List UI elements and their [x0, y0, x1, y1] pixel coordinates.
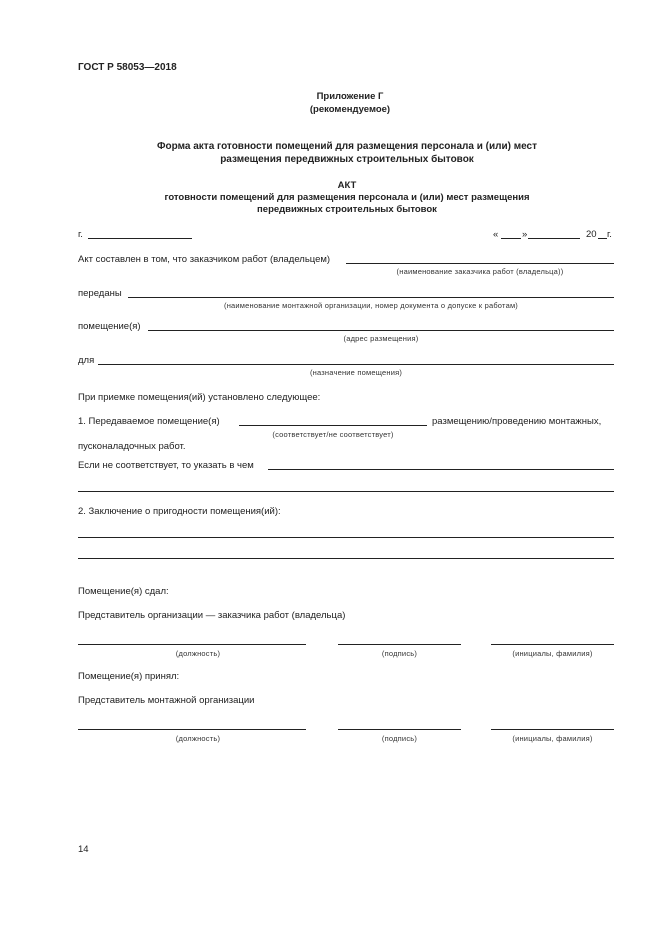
customer-label: Акт составлен в том, что заказчиком работ (владельцем): [78, 254, 331, 265]
received-label: Помещение(я) принял:: [78, 671, 180, 682]
city-prefix: г.: [78, 229, 83, 240]
act-title: АКТ: [337, 180, 357, 191]
appendix-title: Приложение Г: [316, 91, 384, 102]
mismatch-label: Если не соответствует, то указать в чем: [78, 460, 254, 471]
item1-prefix: 1. Передаваемое помещение(я): [78, 416, 220, 427]
received-position-hint: (должность): [175, 734, 221, 743]
transferred-label: переданы: [78, 288, 122, 299]
city-field[interactable]: [88, 238, 192, 239]
transferred-field[interactable]: [128, 297, 614, 298]
purpose-hint: (назначение помещения): [309, 368, 403, 377]
gave-position-hint: (должность): [175, 649, 221, 658]
date-close-quote: »: [522, 229, 528, 240]
gave-name-field[interactable]: [491, 644, 614, 645]
year-prefix: 20: [586, 229, 597, 240]
year-suffix: г.: [607, 229, 612, 240]
gave-signature-hint: (подпись): [381, 649, 418, 658]
gave-signature-field[interactable]: [338, 644, 461, 645]
act-subtitle-line1: готовности помещений для размещения персонала и (или) мест размещения: [164, 192, 530, 203]
appendix-status: (рекомендуемое): [309, 104, 391, 115]
month-field[interactable]: [528, 238, 580, 239]
premises-label: помещение(я): [78, 321, 141, 332]
gave-name-hint: (инициалы, фамилия): [512, 649, 593, 658]
purpose-field[interactable]: [98, 364, 614, 365]
conclusion-line-2[interactable]: [78, 558, 614, 559]
act-subtitle-line2: передвижных строительных бытовок: [257, 204, 437, 215]
premises-hint: (адрес размещения): [343, 334, 419, 343]
gave-label: Помещение(я) сдал:: [78, 586, 169, 597]
received-signature-field[interactable]: [338, 729, 461, 730]
findings-intro: При приемке помещения(ий) установлено следующее:: [78, 392, 321, 403]
mismatch-field[interactable]: [268, 469, 614, 470]
conformity-hint: (соответствует/не соответствует): [272, 430, 394, 439]
year-field[interactable]: [598, 238, 607, 239]
received-position-field[interactable]: [78, 729, 306, 730]
mismatch-field-extra[interactable]: [78, 491, 614, 492]
premises-field[interactable]: [148, 330, 614, 331]
gave-representative: Представитель организации — заказчика работ (владельца): [78, 610, 346, 621]
transferred-hint: (наименование монтажной организации, номер документа о допуске к работам): [224, 301, 518, 310]
item1-suffix: размещению/проведению монтажных,: [432, 416, 602, 427]
day-field[interactable]: [501, 238, 521, 239]
conclusion-line-1[interactable]: [78, 537, 614, 538]
page-number: 14: [78, 844, 89, 855]
item2-conclusion: 2. Заключение о пригодности помещения(ий):: [78, 506, 281, 517]
received-name-field[interactable]: [491, 729, 614, 730]
standard-designation: ГОСТ Р 58053—2018: [78, 62, 177, 73]
customer-hint: (наименование заказчика работ (владельца)): [396, 267, 564, 276]
form-title-line1: Форма акта готовности помещений для размещения персонала и (или) мест: [157, 141, 537, 152]
gave-position-field[interactable]: [78, 644, 306, 645]
received-representative: Представитель монтажной организации: [78, 695, 255, 706]
form-title-line2: размещения передвижных строительных бытовок: [220, 154, 474, 165]
date-open-quote: «: [493, 229, 499, 240]
conformity-field[interactable]: [239, 425, 427, 426]
received-name-hint: (инициалы, фамилия): [512, 734, 593, 743]
received-signature-hint: (подпись): [381, 734, 418, 743]
purpose-label: для: [78, 355, 95, 366]
customer-field[interactable]: [346, 263, 614, 264]
item1-line2: пусконаладочных работ.: [78, 441, 186, 452]
